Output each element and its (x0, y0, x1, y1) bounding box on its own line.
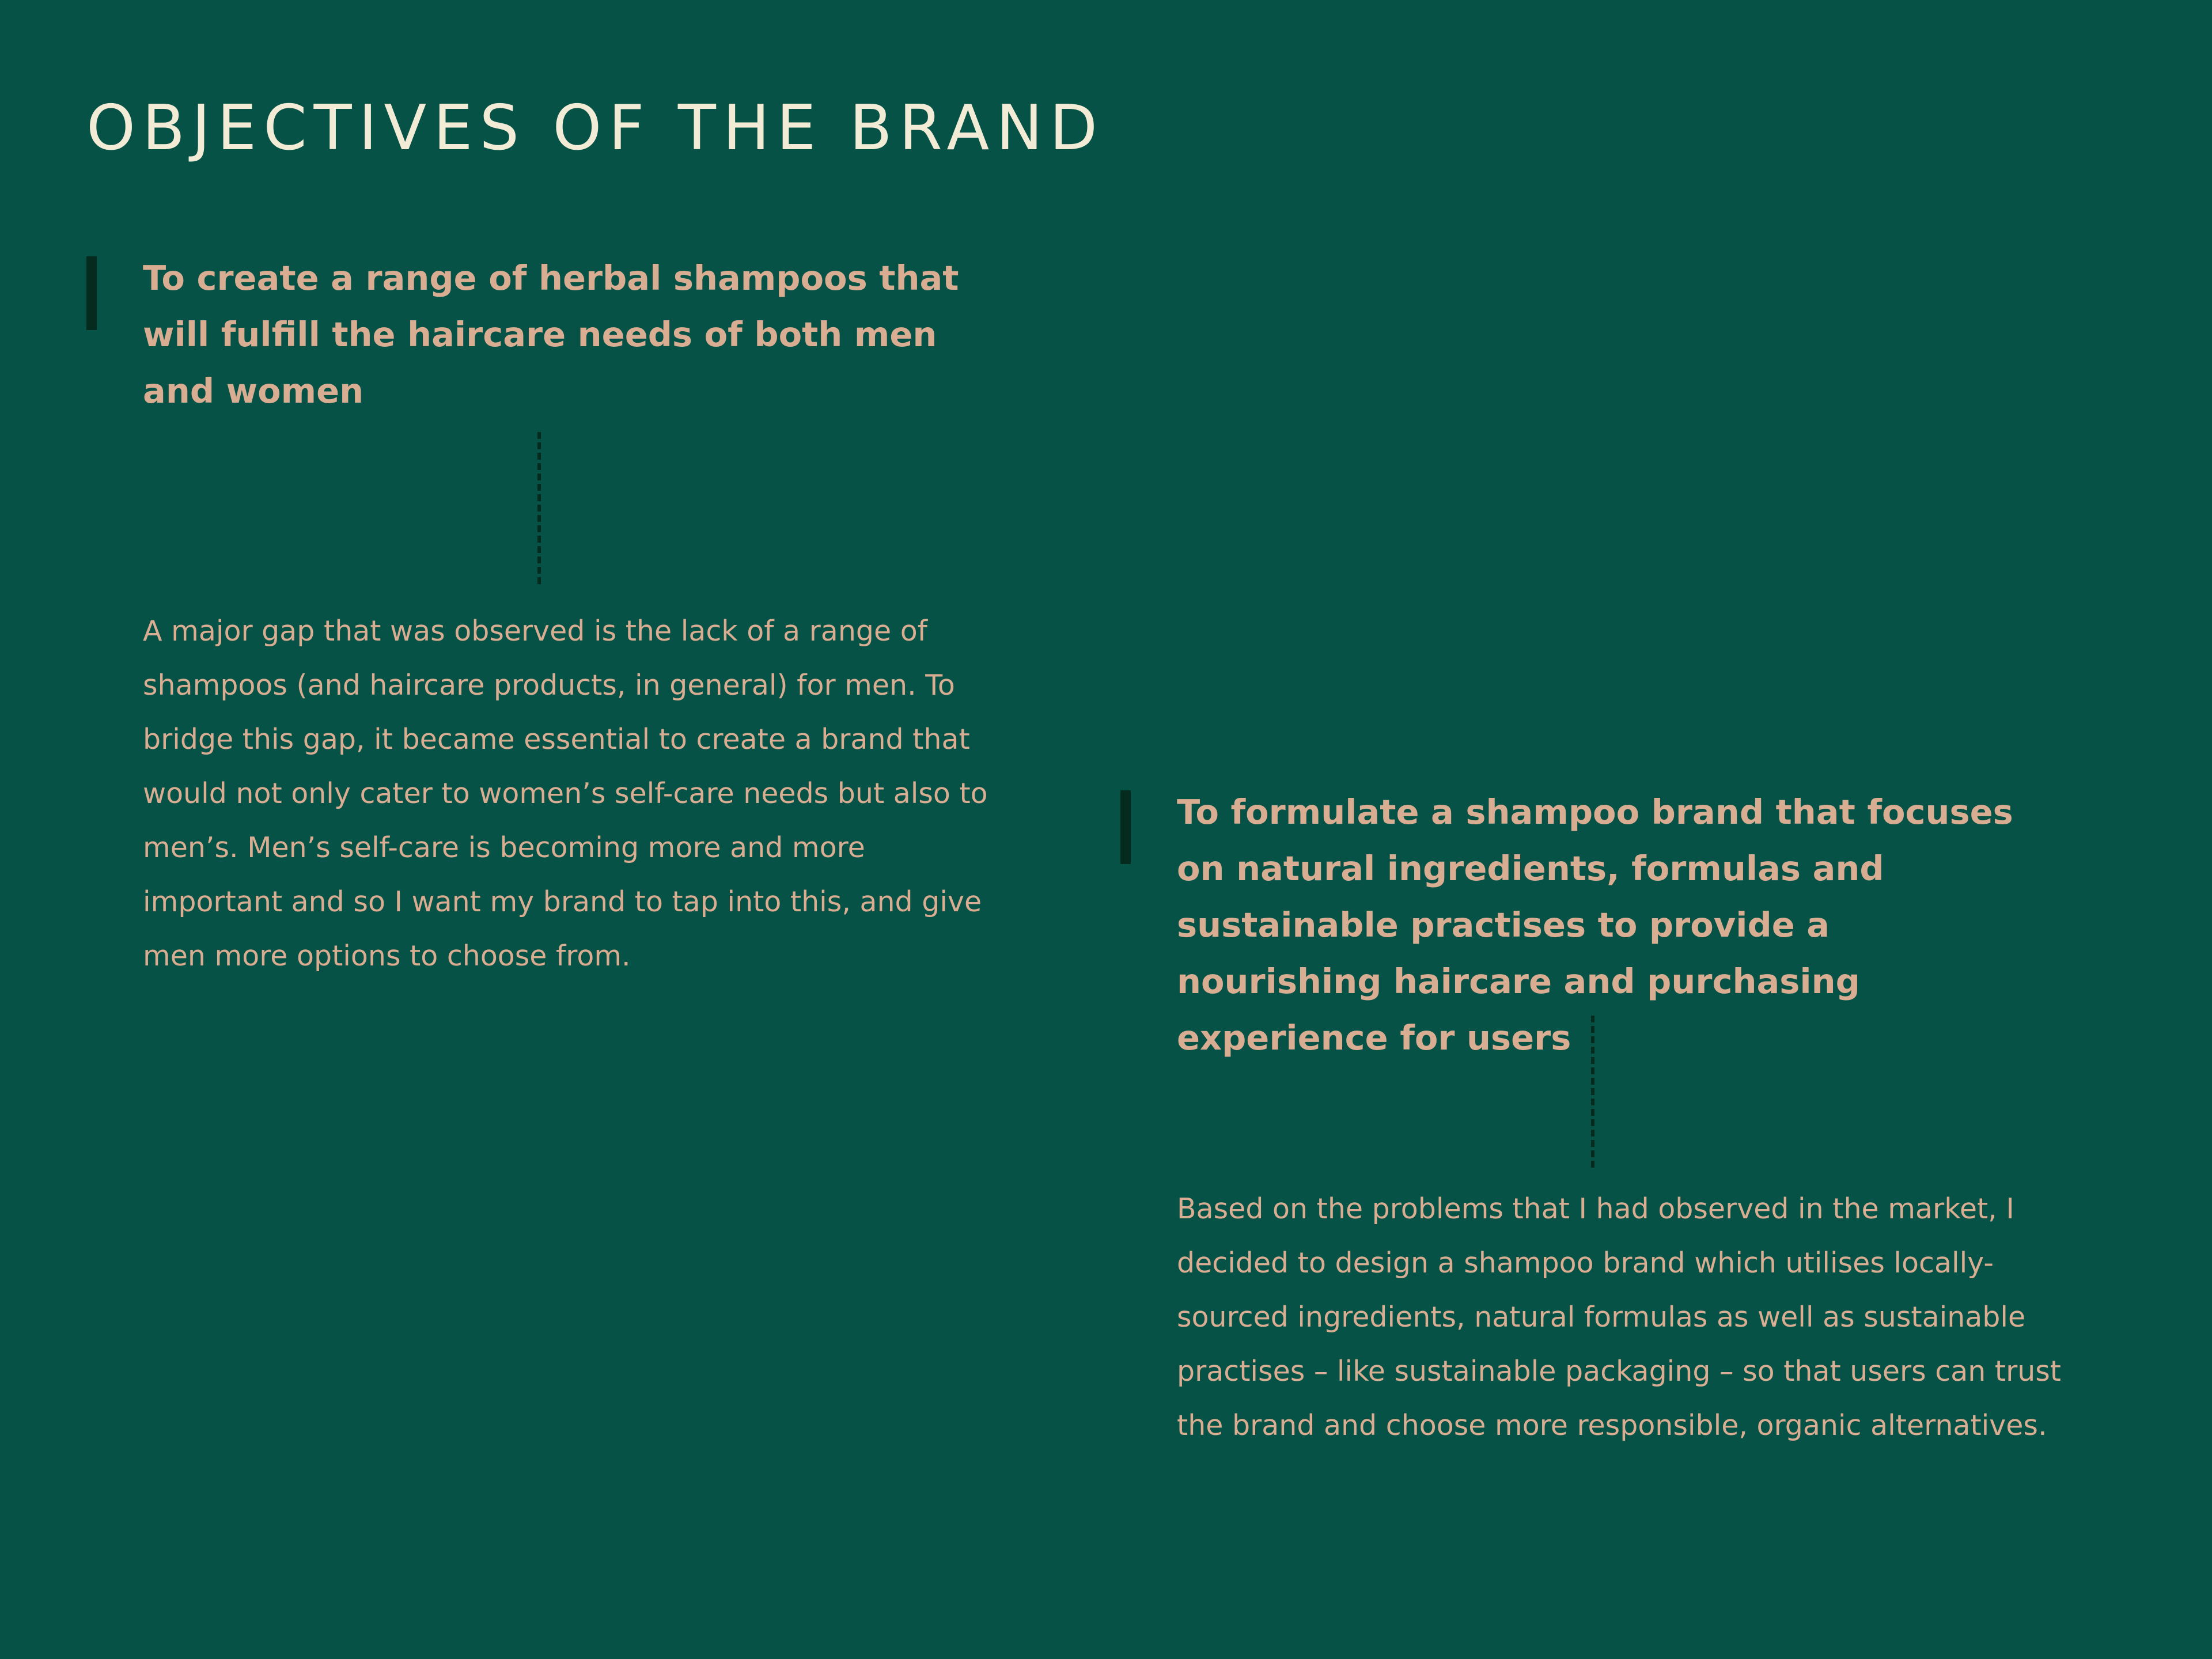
objective-1-accent-bar (86, 256, 97, 330)
objective-2-connector (1591, 1016, 1594, 1168)
objective-1-body: A major gap that was observed is the lack of a range of shampoos (and haircare products, in general) for men. To bridge this gap, it became essential to create a brand that would not only cater to women’s self-care needs but also to men’s. Men’s self-care is becoming more and more important and so I want my brand to tap into this, and give men more options to choose from. (143, 615, 988, 972)
objective-2-heading: To formulate a shampoo brand that focuses on natural ingredients, formulas and sustainable practises to provide a nourishing haircare and purchasing experience for users (1177, 792, 2013, 1058)
objective-1-heading: To create a range of herbal shampoos that will fulfill the haircare needs of both men and women (143, 258, 959, 411)
page-title: OBJECTIVES OF THE BRAND (86, 92, 1105, 164)
objective-1-connector (537, 432, 541, 584)
objective-2-accent-bar (1120, 790, 1131, 864)
objective-2-body: Based on the problems that I had observed in the market, I decided to design a shampoo brand which utilises locally-sourced ingredients, natural formulas as well as sustainable practises – like sustainable packaging – so that users can trust the brand and choose more responsible, organic alternatives. (1177, 1192, 2062, 1442)
